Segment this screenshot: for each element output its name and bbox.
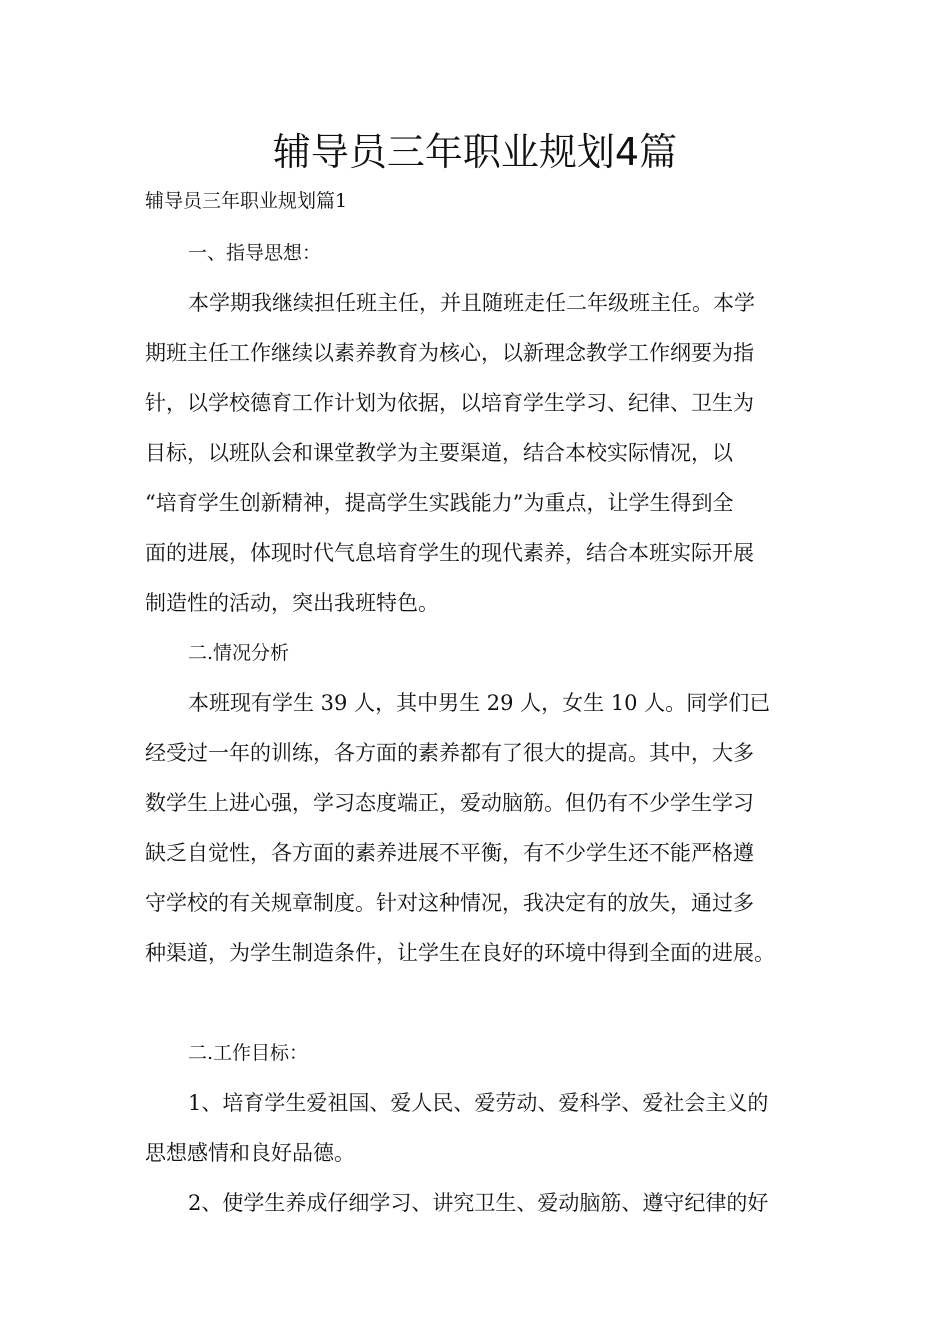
- document-subtitle: 辅导员三年职业规划篇1: [145, 190, 348, 212]
- paragraph-line: 2、使学生养成仔细学习、讲究卫生、爱动脑筋、遵守纪律的好: [188, 1191, 769, 1215]
- paragraph-line: 本学期我继续担任班主任，并且随班走任二年级班主任。本学: [188, 291, 755, 315]
- section-heading-guiding-ideology: 一、指导思想：: [188, 242, 322, 264]
- section-heading-situation-analysis: 二.情况分析: [188, 642, 290, 664]
- paragraph-line: 经受过一年的训练，各方面的素养都有了很大的提高。其中，大多: [145, 741, 754, 765]
- paragraph-line: 种渠道，为学生制造条件，让学生在良好的环境中得到全面的进展。: [145, 941, 775, 965]
- section-heading-work-goals: 二.工作目标：: [188, 1042, 309, 1064]
- paragraph-line: 期班主任工作继续以素养教育为核心，以新理念教学工作纲要为指: [145, 341, 754, 365]
- paragraph-line: 目标，以班队会和课堂教学为主要渠道，结合本校实际情况，以: [145, 441, 733, 465]
- paragraph-line: 数学生上进心强，学习态度端正，爱动脑筋。但仍有不少学生学习: [145, 791, 754, 815]
- paragraph-line: 缺乏自觉性，各方面的素养进展不平衡，有不少学生还不能严格遵: [145, 841, 754, 865]
- paragraph-line: 思想感情和良好品德。: [145, 1141, 355, 1165]
- paragraph-line: 针，以学校德育工作计划为依据，以培育学生学习、纪律、卫生为: [145, 391, 754, 415]
- document-title: 辅导员三年职业规划4篇: [272, 130, 678, 174]
- paragraph-line: 守学校的有关规章制度。针对这种情况，我决定有的放失，通过多: [145, 891, 754, 915]
- paragraph-line: “培育学生创新精神，提高学生实践能力”为重点，让学生得到全: [145, 491, 734, 515]
- paragraph-line: 本班现有学生 39 人，其中男生 29 人，女生 10 人。同学们已: [188, 691, 771, 715]
- paragraph-line: 制造性的活动，突出我班特色。: [145, 591, 439, 615]
- paragraph-line: 1、培育学生爱祖国、爱人民、爱劳动、爱科学、爱社会主义的: [188, 1091, 769, 1115]
- paragraph-line: 面的进展，体现时代气息培育学生的现代素养，结合本班实际开展: [145, 541, 754, 565]
